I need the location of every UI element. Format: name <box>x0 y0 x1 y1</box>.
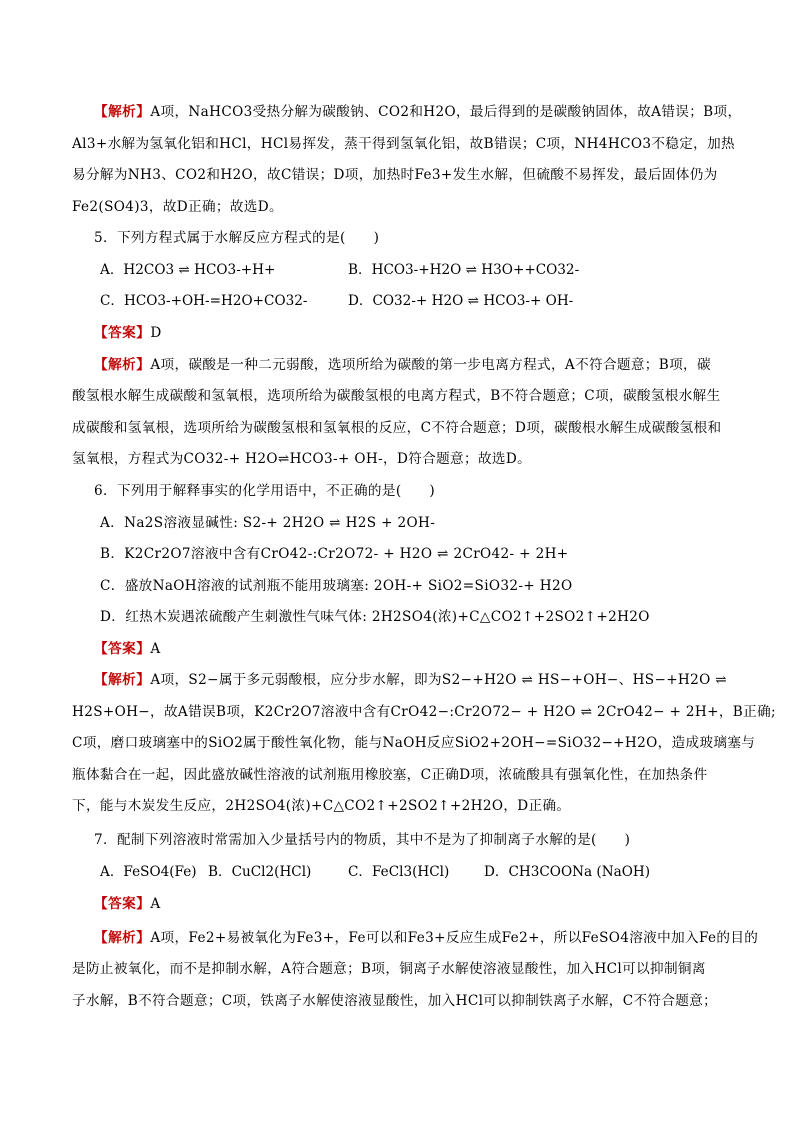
q7-option-b: B．CuCl2(HCl) <box>208 864 312 880</box>
analysis-tag: 【解析】 <box>94 672 151 688</box>
q6-option-a: A．Na2S溶液显碱性: S2-+ 2H2O ⇌ H2S + 2OH- <box>100 515 436 531</box>
q5-answer <box>94 324 746 342</box>
q7-answer-value: A <box>150 896 161 912</box>
q6-answer-value: A <box>150 641 161 657</box>
q6-option-b: B．K2Cr2O7溶液中含有CrO42-:Cr2O72- + H2O ⇌ 2CrO42- + 2H+ <box>100 546 569 562</box>
analysis-line: 【解析】A项，S2−属于多元弱酸根，应分步水解，即为S2−+H2O ⇌ HS−+OH−、HS−+H2O ⇌ <box>94 672 728 688</box>
analysis-line: 【解析】A项，Fe2+易被氧化为Fe3+，Fe可以和Fe3+反应生成Fe2+，所以FeSO4溶液中加入Fe的目的 <box>94 930 759 946</box>
analysis-line: 【解析】A项，NaHCO3受热分解为碳酸钠、CO2和H2O，最后得到的是碳酸钠固体，故A错误；B项， <box>94 104 742 120</box>
answer-tag: 【答案】 <box>94 325 151 341</box>
analysis-line: 瓶体黏合在一起，因此盛放碱性溶液的试剂瓶用橡胶塞，C正确D项，浓硫酸具有强氧化性，在加热条件 <box>72 767 708 783</box>
q5-answer-value: D <box>150 325 162 341</box>
q7-answer <box>94 895 746 913</box>
question-7-stem: 7．配制下列溶液时常需加入少量括号内的物质，其中不是为了抑制离子水解的是( ) <box>94 832 631 848</box>
analysis-tag: 【解析】 <box>94 357 151 373</box>
answer-tag: 【答案】 <box>94 641 151 657</box>
q7-option-c: C．FeCl3(HCl) <box>348 864 450 880</box>
q5-option-b: B．HCO3-+H2O ⇌ H3O++CO32- <box>348 262 580 278</box>
analysis-line: 成碳酸和氢氧根，选项所给为碳酸氢根和氢氧根的反应，C不符合题意；D项，碳酸根水解生成碳酸氢根和 <box>72 420 722 436</box>
q6-answer <box>94 640 746 658</box>
analysis-line: H2S+OH−，故A错误B项，K2Cr2O7溶液中含有CrO42−:Cr2O72− + H2O ⇌ 2CrO42− + 2H+，B正确; <box>72 704 776 720</box>
q7-option-a: A．FeSO4(Fe) <box>100 864 197 880</box>
answer-tag: 【答案】 <box>94 896 151 912</box>
analysis-line: 下，能与木炭发生反应，2H2SO4(浓)+C△CO2↑+2SO2↑+2H2O，D正确。 <box>72 798 571 814</box>
question-5-stem: 5．下列方程式属于水解反应方程式的是( ) <box>94 230 380 246</box>
analysis-tag: 【解析】 <box>94 104 151 120</box>
q7-option-d: D．CH3COONa (NaOH) <box>484 864 651 880</box>
analysis-line: C项，磨口玻璃塞中的SiO2属于酸性氧化物，能与NaOH反应SiO2+2OH−=SiO32−+H2O，造成玻璃塞与 <box>72 735 756 751</box>
analysis-line: 易分解为NH3、CO2和H2O，故C错误；D项，加热时Fe3+发生水解，但硫酸不易挥发，最后固体仍为 <box>72 167 718 183</box>
analysis-line: Fe2(SO4)3，故D正确；故选D。 <box>72 199 283 215</box>
analysis-line: 酸氢根水解生成碳酸和氢氧根，选项所给为碳酸氢根的电离方程式，B不符合题意；C项，碳酸氢根水解生 <box>72 388 721 404</box>
analysis-line: 【解析】A项，碳酸是一种二元弱酸，选项所给为碳酸的第一步电离方程式，A不符合题意；B项，碳 <box>94 357 711 373</box>
analysis-line: 氢氧根，方程式为CO32-+ H2O⇌HCO3-+ OH-，D符合题意；故选D。 <box>72 451 532 467</box>
q6-option-c: C．盛放NaOH溶液的试剂瓶不能用玻璃塞: 2OH-+ SiO2=SiO32-+ H2O <box>100 578 573 594</box>
analysis-line: 是防止被氧化，而不是抑制水解，A符合题意；B项，铜离子水解使溶液显酸性，加入HCl可以抑制铜离 <box>72 961 706 977</box>
q5-option-a: A．H2CO3 ⇌ HCO3-+H+ <box>100 262 276 278</box>
q5-option-c: C．HCO3-+OH-=H2O+CO32- <box>100 293 308 309</box>
q6-option-d: D．红热木炭遇浓硫酸产生刺激性气味气体: 2H2SO4(浓)+C△CO2↑+2SO2↑+2H2O <box>100 609 650 625</box>
question-6-stem: 6．下列用于解释事实的化学用语中，不正确的是( ) <box>94 483 436 499</box>
analysis-tag: 【解析】 <box>94 930 151 946</box>
q5-option-d: D．CO32-+ H2O ⇌ HCO3-+ OH- <box>348 293 574 309</box>
analysis-line: Al3+水解为氢氧化铝和HCl，HCl易挥发，蒸干得到氢氧化铝，故B错误；C项，NH4HCO3不稳定，加热 <box>72 136 735 152</box>
analysis-line: 子水解，B不符合题意；C项，铁离子水解使溶液显酸性，加入HCl可以抑制铁离子水解，C不符合题意； <box>72 993 718 1009</box>
